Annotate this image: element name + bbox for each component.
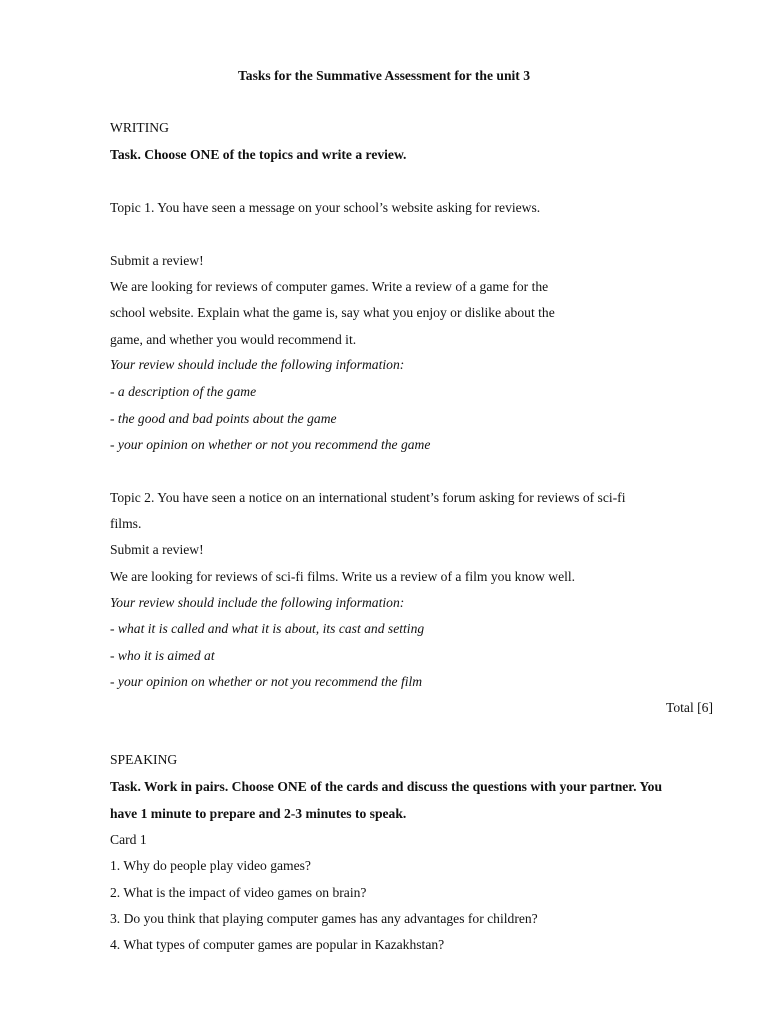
- topic2-include: Your review should include the following information:: [110, 595, 405, 610]
- topic2-intro-line: films.: [110, 516, 142, 531]
- topic1-intro: Topic 1. You have seen a message on your school’s website asking for reviews.: [110, 200, 541, 215]
- topic2-point: - who it is aimed at: [110, 648, 215, 663]
- topic2-point: - your opinion on whether or not you recommend the film: [110, 674, 423, 689]
- topic1-include: Your review should include the following information:: [110, 357, 405, 372]
- card-label: Card 1: [110, 832, 147, 847]
- card-question: 2. What is the impact of video games on brain?: [110, 885, 367, 900]
- card-question: 4. What types of computer games are popular in Kazakhstan?: [110, 937, 445, 952]
- topic1-point: - a description of the game: [110, 384, 257, 399]
- topic1-submit: Submit a review!: [110, 253, 204, 268]
- card-question: 3. Do you think that playing computer games has any advantages for children?: [110, 911, 538, 926]
- topic1-point: - the good and bad points about the game: [110, 411, 337, 426]
- topic2-body: We are looking for reviews of sci-fi films. Write us a review of a film you know well.: [110, 569, 576, 584]
- writing-total: Total [6]: [666, 700, 713, 715]
- document-title: Tasks for the Summative Assessment for the unit 3: [237, 68, 531, 83]
- topic1-body-line: game, and whether you would recommend it.: [110, 332, 357, 347]
- writing-task: Task. Choose ONE of the topics and write a review.: [110, 147, 407, 162]
- speaking-heading: SPEAKING: [110, 752, 178, 767]
- speaking-task-line: have 1 minute to prepare and 2-3 minutes to speak.: [110, 806, 407, 821]
- topic1-body-line: We are looking for reviews of computer games. Write a review of a game for the: [110, 279, 549, 294]
- speaking-task-line: Task. Work in pairs. Choose ONE of the cards and discuss the questions with your partner. You: [110, 779, 663, 794]
- topic2-intro-line: Topic 2. You have seen a notice on an international student’s forum asking for reviews of sci-fi: [110, 490, 626, 505]
- topic2-submit: Submit a review!: [110, 542, 204, 557]
- writing-heading: WRITING: [110, 120, 169, 135]
- card-question: 1. Why do people play video games?: [110, 858, 311, 873]
- topic1-body-line: school website. Explain what the game is, say what you enjoy or dislike about the: [110, 305, 555, 320]
- topic2-point: - what it is called and what it is about, its cast and setting: [110, 621, 425, 636]
- topic1-point: - your opinion on whether or not you recommend the game: [110, 437, 431, 452]
